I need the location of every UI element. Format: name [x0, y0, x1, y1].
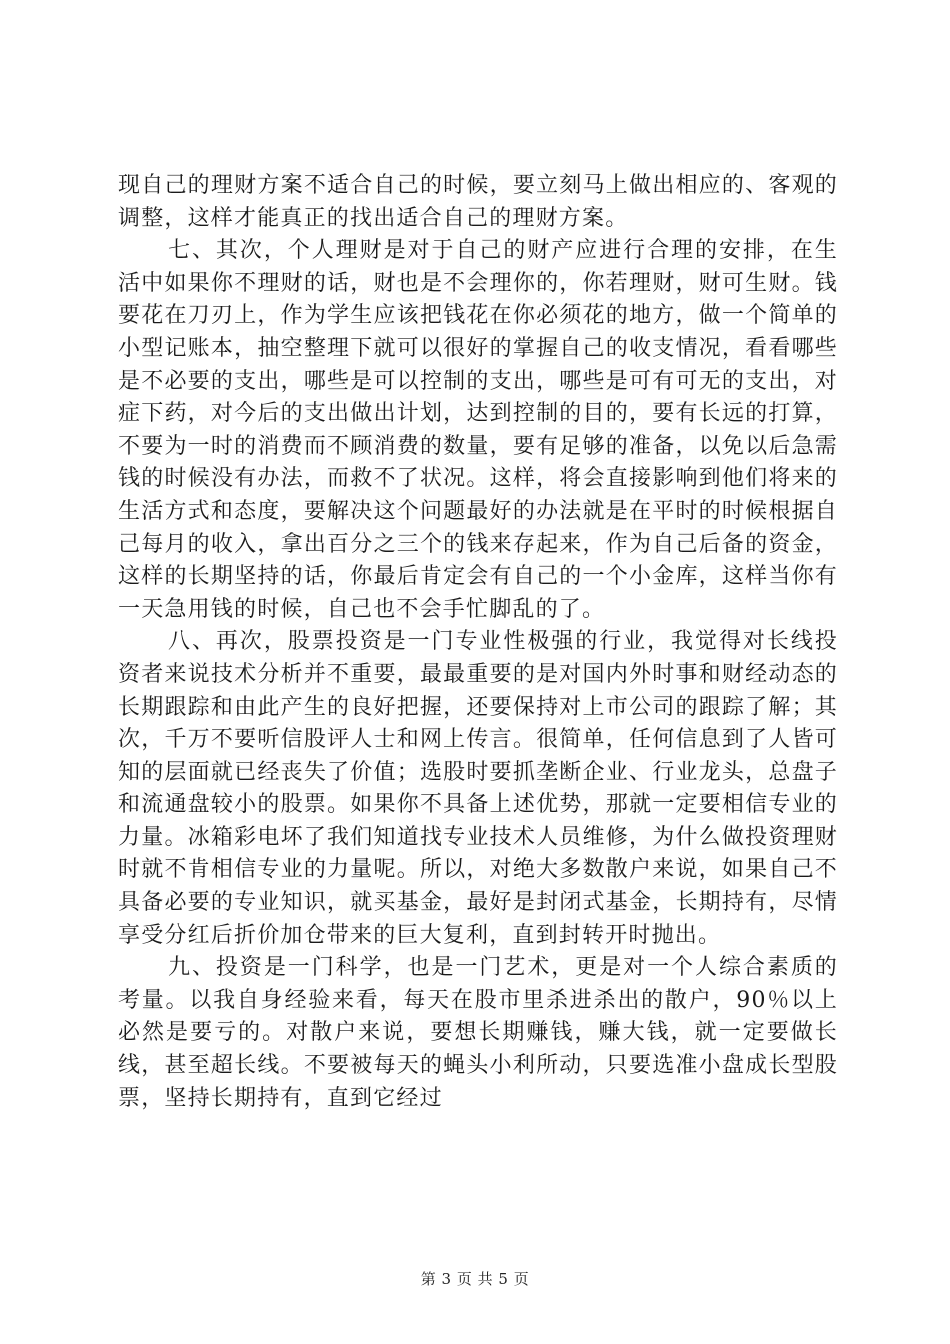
paragraph-section-8: 八、再次，股票投资是一门专业性极强的行业，我觉得对长线投资者来说技术分析并不重要，最最重要的是对国内外时事和财经动态的长期跟踪和由此产生的良好把握，还要保持对上市公司的跟踪了解；其次，千万不要听信股评人士和网上传言。很简单，任何信息到了人皆可知的层面就已经丧失了价值；选股时要抓垄断企业、行业龙头，总盘子和流通盘较小的股票。如果你不具备上述优势，那就一定要相信专业的力量。冰箱彩电坏了我们知道找专业技术人员维修，为什么做投资理财时就不肯相信专业的力量呢。所以，对绝大多数散户来说，如果自己不具备必要的专业知识，就买基金，最好是封闭式基金，长期持有，尽情享受分红后折价加仓带来的巨大复利，直到封转开时抛出。 [118, 629, 838, 948]
paragraph-section-9: 九、投资是一门科学，也是一门艺术，更是对一个人综合素质的考量。以我自身经验来看，每天在股市里杀进杀出的散户，90％以上必然是要亏的。对散户来说，要想长期赚钱，赚大钱，就一定要做长线，甚至超长线。不要被每天的蝇头小利所动，只要选准小盘成长型股票，坚持长期持有，直到它经过 [118, 955, 838, 1111]
paragraph-section-7: 七、其次，个人理财是对于自己的财产应进行合理的安排，在生活中如果你不理财的话，财也是不会理你的，你若理财，财可生财。钱要花在刀刃上，作为学生应该把钱花在你必须花的地方，做一个简单的小型记账本，抽空整理下就可以很好的掌握自己的收支情况，看看哪些是不必要的支出，哪些是可以控制的支出，哪些是可有可无的支出，对症下药，对今后的支出做出计划，达到控制的目的，要有长远的打算，不要为一时的消费而不顾消费的数量，要有足够的准备，以免以后急需钱的时候没有办法，而救不了状况。这样，将会直接影响到他们将来的生活方式和态度，要解决这个问题最好的办法就是在平时的时候根据自己每月的收入，拿出百分之三个的钱来存起来，作为自己后备的资金，这样的长期坚持的话，你最后肯定会有自己的一个小金库，这样当你有一天急用钱的时候，自己也不会手忙脚乱的了。 [118, 238, 838, 622]
body-text [118, 170, 838, 1115]
page-number-footer: 第 3 页 共 5 页 [420, 1270, 530, 1288]
paragraph-continuation: 现自己的理财方案不适合自己的时候，要立刻马上做出相应的、客观的调整，这样才能真正的找出适合自己的理财方案。 [118, 173, 838, 231]
